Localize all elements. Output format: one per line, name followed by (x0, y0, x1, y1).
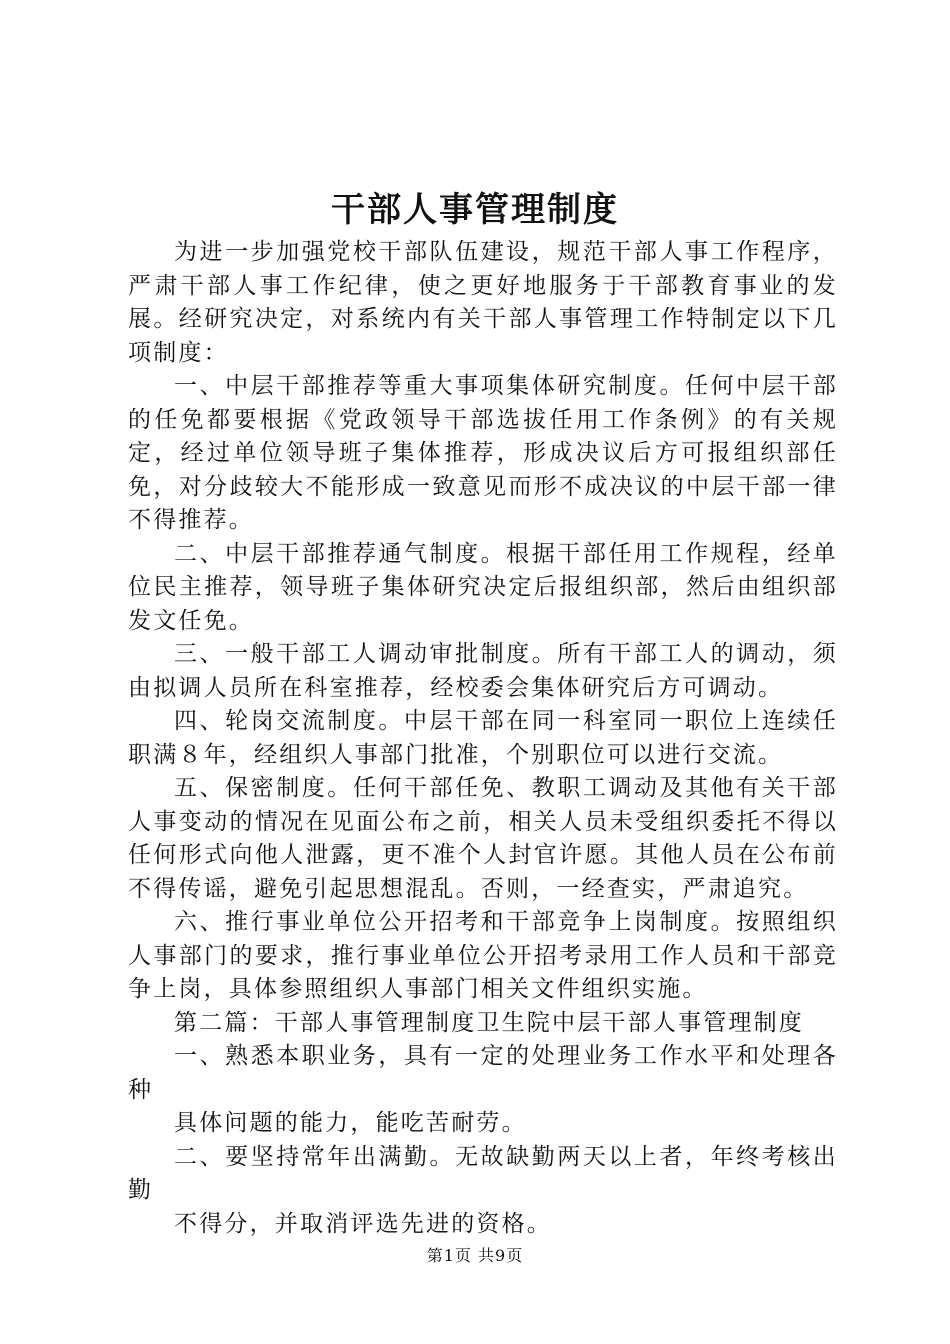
paragraph-second-2: 二、要坚持常年出满勤。无故缺勤两天以上者，年终考核出勤 (128, 1143, 838, 1203)
paragraph-second-1: 一、熟悉本职业务，具有一定的处理业务工作水平和处理各种 (128, 1043, 838, 1103)
document-body (128, 236, 838, 1241)
paragraph-second-2-cont: 不得分，并取消评选先进的资格。 (174, 1210, 552, 1237)
section-heading-second: 第二篇：干部人事管理制度卫生院中层干部人事管理制度 (174, 1009, 804, 1036)
paragraph-intro: 为进一步加强党校干部队伍建设，规范干部人事工作程序，严肃干部人事工作纪律，使之更好地服务于干部教育事业的发展。经研究决定，对系统内有关干部人事管理工作特制定以下几项制度： (128, 239, 838, 366)
document-title: 干部人事管理制度 (331, 190, 619, 230)
paragraph-second-1-cont: 具体问题的能力，能吃苦耐劳。 (174, 1110, 527, 1136)
paragraph-item-3: 三、一般干部工人调动审批制度。所有干部工人的调动，须由拟调人员所在科室推荐，经校委会集体研究后方可调动。 (128, 641, 838, 701)
paragraph-item-5: 五、保密制度。任何干部任免、教职工调动及其他有关干部人事变动的情况在见面公布之前，相关人员未受组织委托不得以任何形式向他人泄露，更不准个人封官许愿。其他人员在公布前不得传谣，避免引起思想混乱。否则，一经查实，严肃追究。 (128, 775, 838, 902)
paragraph-item-6: 六、推行事业单位公开招考和干部竞争上岗制度。按照组织人事部门的要求，推行事业单位公开招考录用工作人员和干部竞争上岗，具体参照组织人事部门相关文件组织实施。 (128, 909, 838, 1002)
page-footer: 第1页 共9页 (426, 1246, 524, 1265)
paragraph-item-4: 四、轮岗交流制度。中层干部在同一科室同一职位上连续任职满８年，经组织人事部门批准，个别职位可以进行交流。 (128, 708, 838, 768)
paragraph-item-2: 二、中层干部推荐通气制度。根据干部任用工作规程，经单位民主推荐，领导班子集体研究决定后报组织部，然后由组织部发文任免。 (128, 540, 838, 634)
paragraph-item-1: 一、中层干部推荐等重大事项集体研究制度。任何中层干部的任免都要根据《党政领导干部选拔任用工作条例》的有关规定，经过单位领导班子集体推荐，形成决议后方可报组织部任免，对分歧较大不能形成一致意见而形不成决议的中层干部一律不得推荐。 (128, 373, 838, 533)
